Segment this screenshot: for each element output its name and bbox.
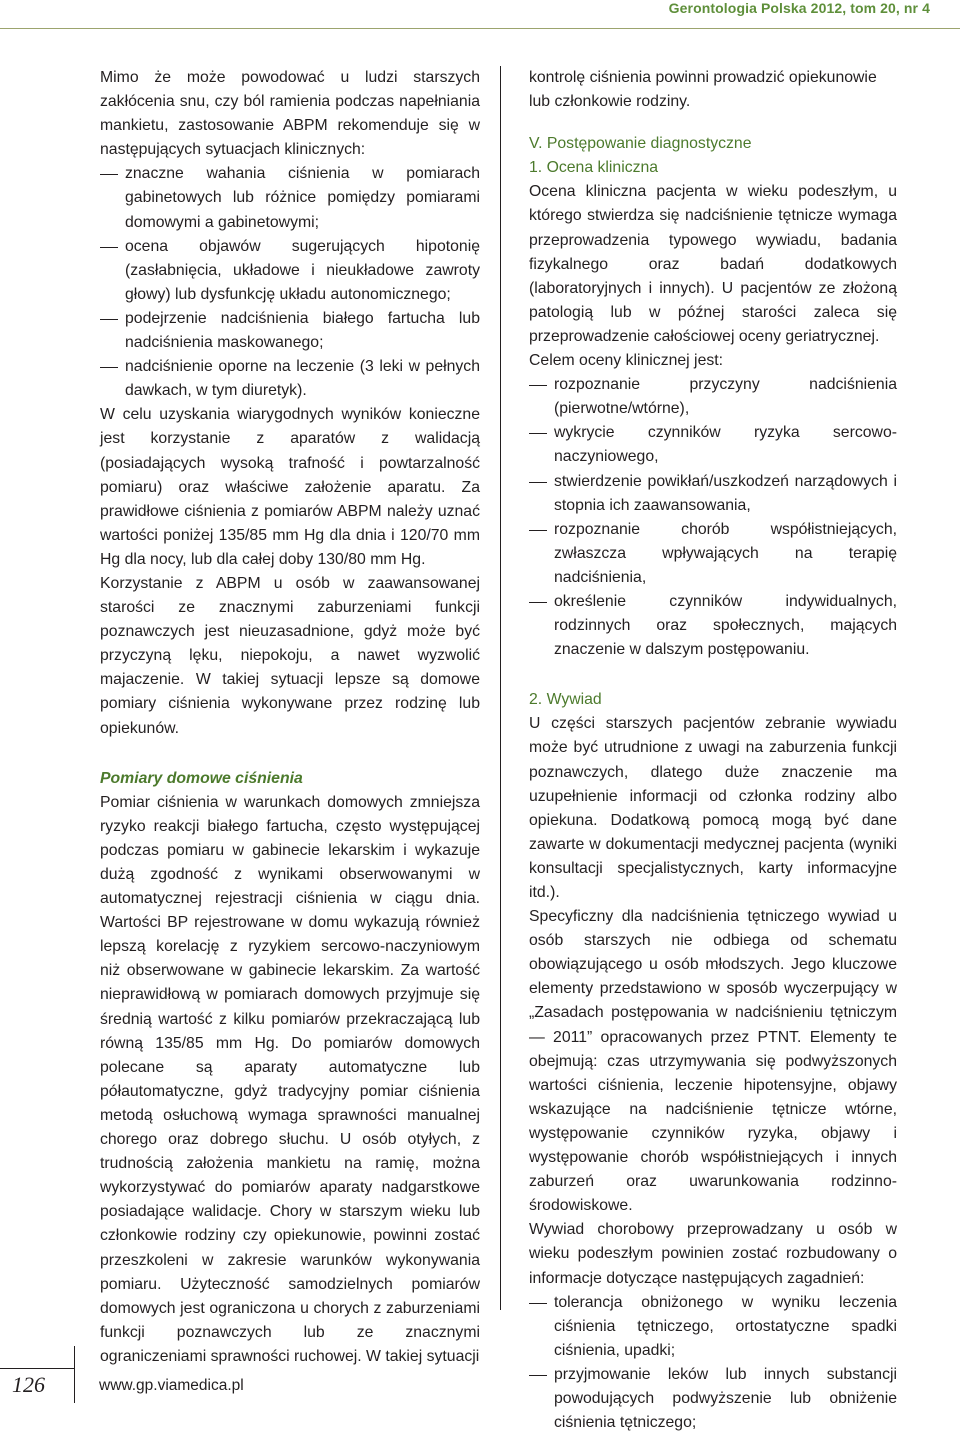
paragraph: Specyficzny dla nadciśnienia tętniczego wywiad u osób starszych nie odbiega od schematu obowiązującego u osób młodszych. Jego kluczowe elementy przedstawiono w sposób wyczerpujący w „Zasadach postępowania w nadciśnieniu tętniczym — 2011” opracowanych przez PTNT. Elementy te obejmują: czas utrzymywania się podwyższonych wartości ciśnienia, leczenie hipotensyjne, objawy wskazujące na nadciśnienie tętnicze wtórne, występowanie czynników ryzyka, objawy i występowanie chorób współistniejących i innych zaburzeń oraz uwarunkowania rodzinno-środowiskowe. xyxy=(529,908,897,1215)
paragraph-continued: kontrolę ciśnienia powinni prowadzić opiekunowie lub członkowie rodziny. xyxy=(529,69,877,111)
abpm-indications-list xyxy=(100,162,480,403)
list-item: znaczne wahania ciśnienia w pomiarach gabinetowych lub różnice pomiędzy pomiarami domowymi a gabinetowymi; xyxy=(100,162,480,234)
page-number: 126 xyxy=(12,1372,45,1397)
column-divider xyxy=(500,66,501,1310)
dash-bullet xyxy=(529,602,547,603)
list-item: rozpoznanie przyczyny nadciśnienia (pierwotne/wtórne), xyxy=(529,373,897,421)
subsection-heading: 1. Ocena kliniczna xyxy=(529,159,659,177)
list-item: rozpoznanie chorób współistniejących, zwłaszcza wpływających na terapię nadciśnienia, xyxy=(529,518,897,590)
running-header: Gerontologia Polska 2012, tom 20, nr 4 xyxy=(668,0,930,16)
history-topics-list xyxy=(529,1291,897,1435)
footer-rule xyxy=(0,1368,74,1369)
paragraph: Ocena kliniczna pacjenta w wieku podeszłym, u którego stwierdza się nadciśnienie tętnicze wymaga przeprowadzenia typowego wywiadu, badania fizykalnego oraz badań dodatkowych (laboratoryjnych i innych). U pacjentów ze złożoną patologią lub w późnej starości zaleca się przeprowadzenie całościowej oceny geriatrycznej. xyxy=(529,183,897,345)
dash-bullet xyxy=(529,482,547,483)
assessment-goals-list xyxy=(529,373,897,662)
dash-bullet xyxy=(529,530,547,531)
list-item: określenie czynników indywidualnych, rodzinnych oraz społecznych, mających znaczenie w dalszym postępowaniu. xyxy=(529,590,897,662)
list-item: stwierdzenie powikłań/uszkodzeń narządowych i stopnia ich zaawansowania, xyxy=(529,470,897,518)
paragraph: U części starszych pacjentów zebranie wywiadu może być utrudnione z uwagi na zaburzenia funkcji poznawczych, dlatego duże znaczenie ma uzupełnienie informacji od członka rodziny albo opiekuna. Dodatkową pomocą mogą być dane zawarte w dokumentacji medycznej pacjenta (wyniki konsultacji specjalistycznych, karty informacyjne itd.). xyxy=(529,715,897,901)
paragraph: Pomiar ciśnienia w warunkach domowych zmniejsza ryzyko reakcji białego fartucha, często występującej podczas pomiaru w gabinecie lekarskim i wykazuje dużą zgodność z wynikami obserwowanymi w automatycznej rejestracji ciśnienia w ciągu dnia. Wartości BP rejestrowane w domu wykazują również lepszą korelację z ryzykiem sercowo-naczyniowym niż obserwowane w gabinecie lekarskim. Za wartość nieprawidłową w pomiarach domowych przyjmuje się średnią wartość z kilku pomiarów przekraczającą lub równą 135/85 mm Hg. Do pomiarów domowych polecane są aparaty automatyczne lub półautomatyczne, gdyż tradycyjny pomiar ciśnienia metodą osłuchową wymaga sprawności manualnej chorego oraz dobrego słuchu. U osób otyłych, z trudnością założenia mankietu na ramię, można wykorzystywać do pomiarów aparaty nadgarstkowe posiadające walidacje. Chory w starszym wieku lub członkowie rodziny czy opiekunowie, powinni zostać przeszkoleni w zakresie warunków wykonywania pomiaru. Użyteczność samodzielnych pomiarów domowych jest ograniczona u chorych z zaburzeniami funkcji poznawczych lub ze znacznymi ograniczeniami sprawności ruchowej. W takiej sytuacji xyxy=(100,793,480,1365)
list-item: tolerancja obniżonego w wyniku leczenia ciśnienia tętniczego, ortostatyczne spadki ciśnienia, upadki; xyxy=(529,1291,897,1363)
paragraph: W celu uzyskania wiarygodnych wyników konieczne jest korzystanie z aparatów z walidacją (posiadających wysoką trafność i powtarzalność pomiaru) oraz właściwe założenie aparatu. Za prawidłowe ciśnienia z pomiarów ABPM należy uznać wartości poniżej 135/85 mm Hg dla dnia i 120/70 mm Hg dla nocy, lub dla całej doby 130/80 mm Hg. xyxy=(100,406,480,568)
dash-bullet xyxy=(100,174,118,175)
footer-url[interactable]: www.gp.viamedica.pl xyxy=(99,1377,244,1394)
dash-bullet xyxy=(100,319,118,320)
paragraph: Wywiad chorobowy przeprowadzany u osób w wieku podeszłym powinien zostać rozbudowany o informacje dotyczące następujących zagadnień: xyxy=(529,1221,897,1287)
footer-divider xyxy=(74,1346,75,1403)
right-column xyxy=(529,66,897,1435)
section-heading: Pomiary domowe ciśnienia xyxy=(100,769,303,787)
paragraph: Korzystanie z ABPM u osób w zaawansowanej starości ze znacznymi zaburzeniami funkcji poznawczych jest nieuzasadnione, gdyż może być przyczyną lęku, niepokoju, a nawet wyzwolić majaczenie. W takiej sytuacji lepsze są domowe pomiary ciśnienia wykonywane przez rodzinę lub opiekunów. xyxy=(100,574,480,737)
list-item: wykrycie czynników ryzyka sercowo-naczyniowego, xyxy=(529,421,897,469)
dash-bullet xyxy=(529,433,547,434)
dash-bullet xyxy=(100,247,118,248)
list-item: przyjmowanie leków lub innych substancji powodujących podwyższenie lub obniżenie ciśnienia tętniczego; xyxy=(529,1363,897,1435)
header-rule xyxy=(0,28,960,29)
list-item: podejrzenie nadciśnienia białego fartucha lub nadciśnienia maskowanego; xyxy=(100,307,480,355)
dash-bullet xyxy=(529,1303,547,1304)
subsection-heading: 2. Wywiad xyxy=(529,691,602,709)
left-column xyxy=(100,66,480,1369)
list-item: nadciśnienie oporne na leczenie (3 leki w pełnych dawkach, w tym diuretyk). xyxy=(100,355,480,403)
dash-bullet xyxy=(100,367,118,368)
dash-bullet xyxy=(529,385,547,386)
dash-bullet xyxy=(529,1375,547,1376)
list-item: ocena objawów sugerujących hipotonię (zasłabnięcia, układowe i nieukładowe zawroty głowy) lub dysfunkcję układu autonomicznego; xyxy=(100,235,480,307)
section-heading: V. Postępowanie diagnostyczne xyxy=(529,135,752,153)
paragraph: Celem oceny klinicznej jest: xyxy=(529,352,724,370)
paragraph-intro: Mimo że może powodować u ludzi starszych zakłócenia snu, czy ból ramienia podczas napełniania mankietu, zastosowanie ABPM rekomenduje się w następujących sytuacjach klinicznych: xyxy=(100,69,480,159)
